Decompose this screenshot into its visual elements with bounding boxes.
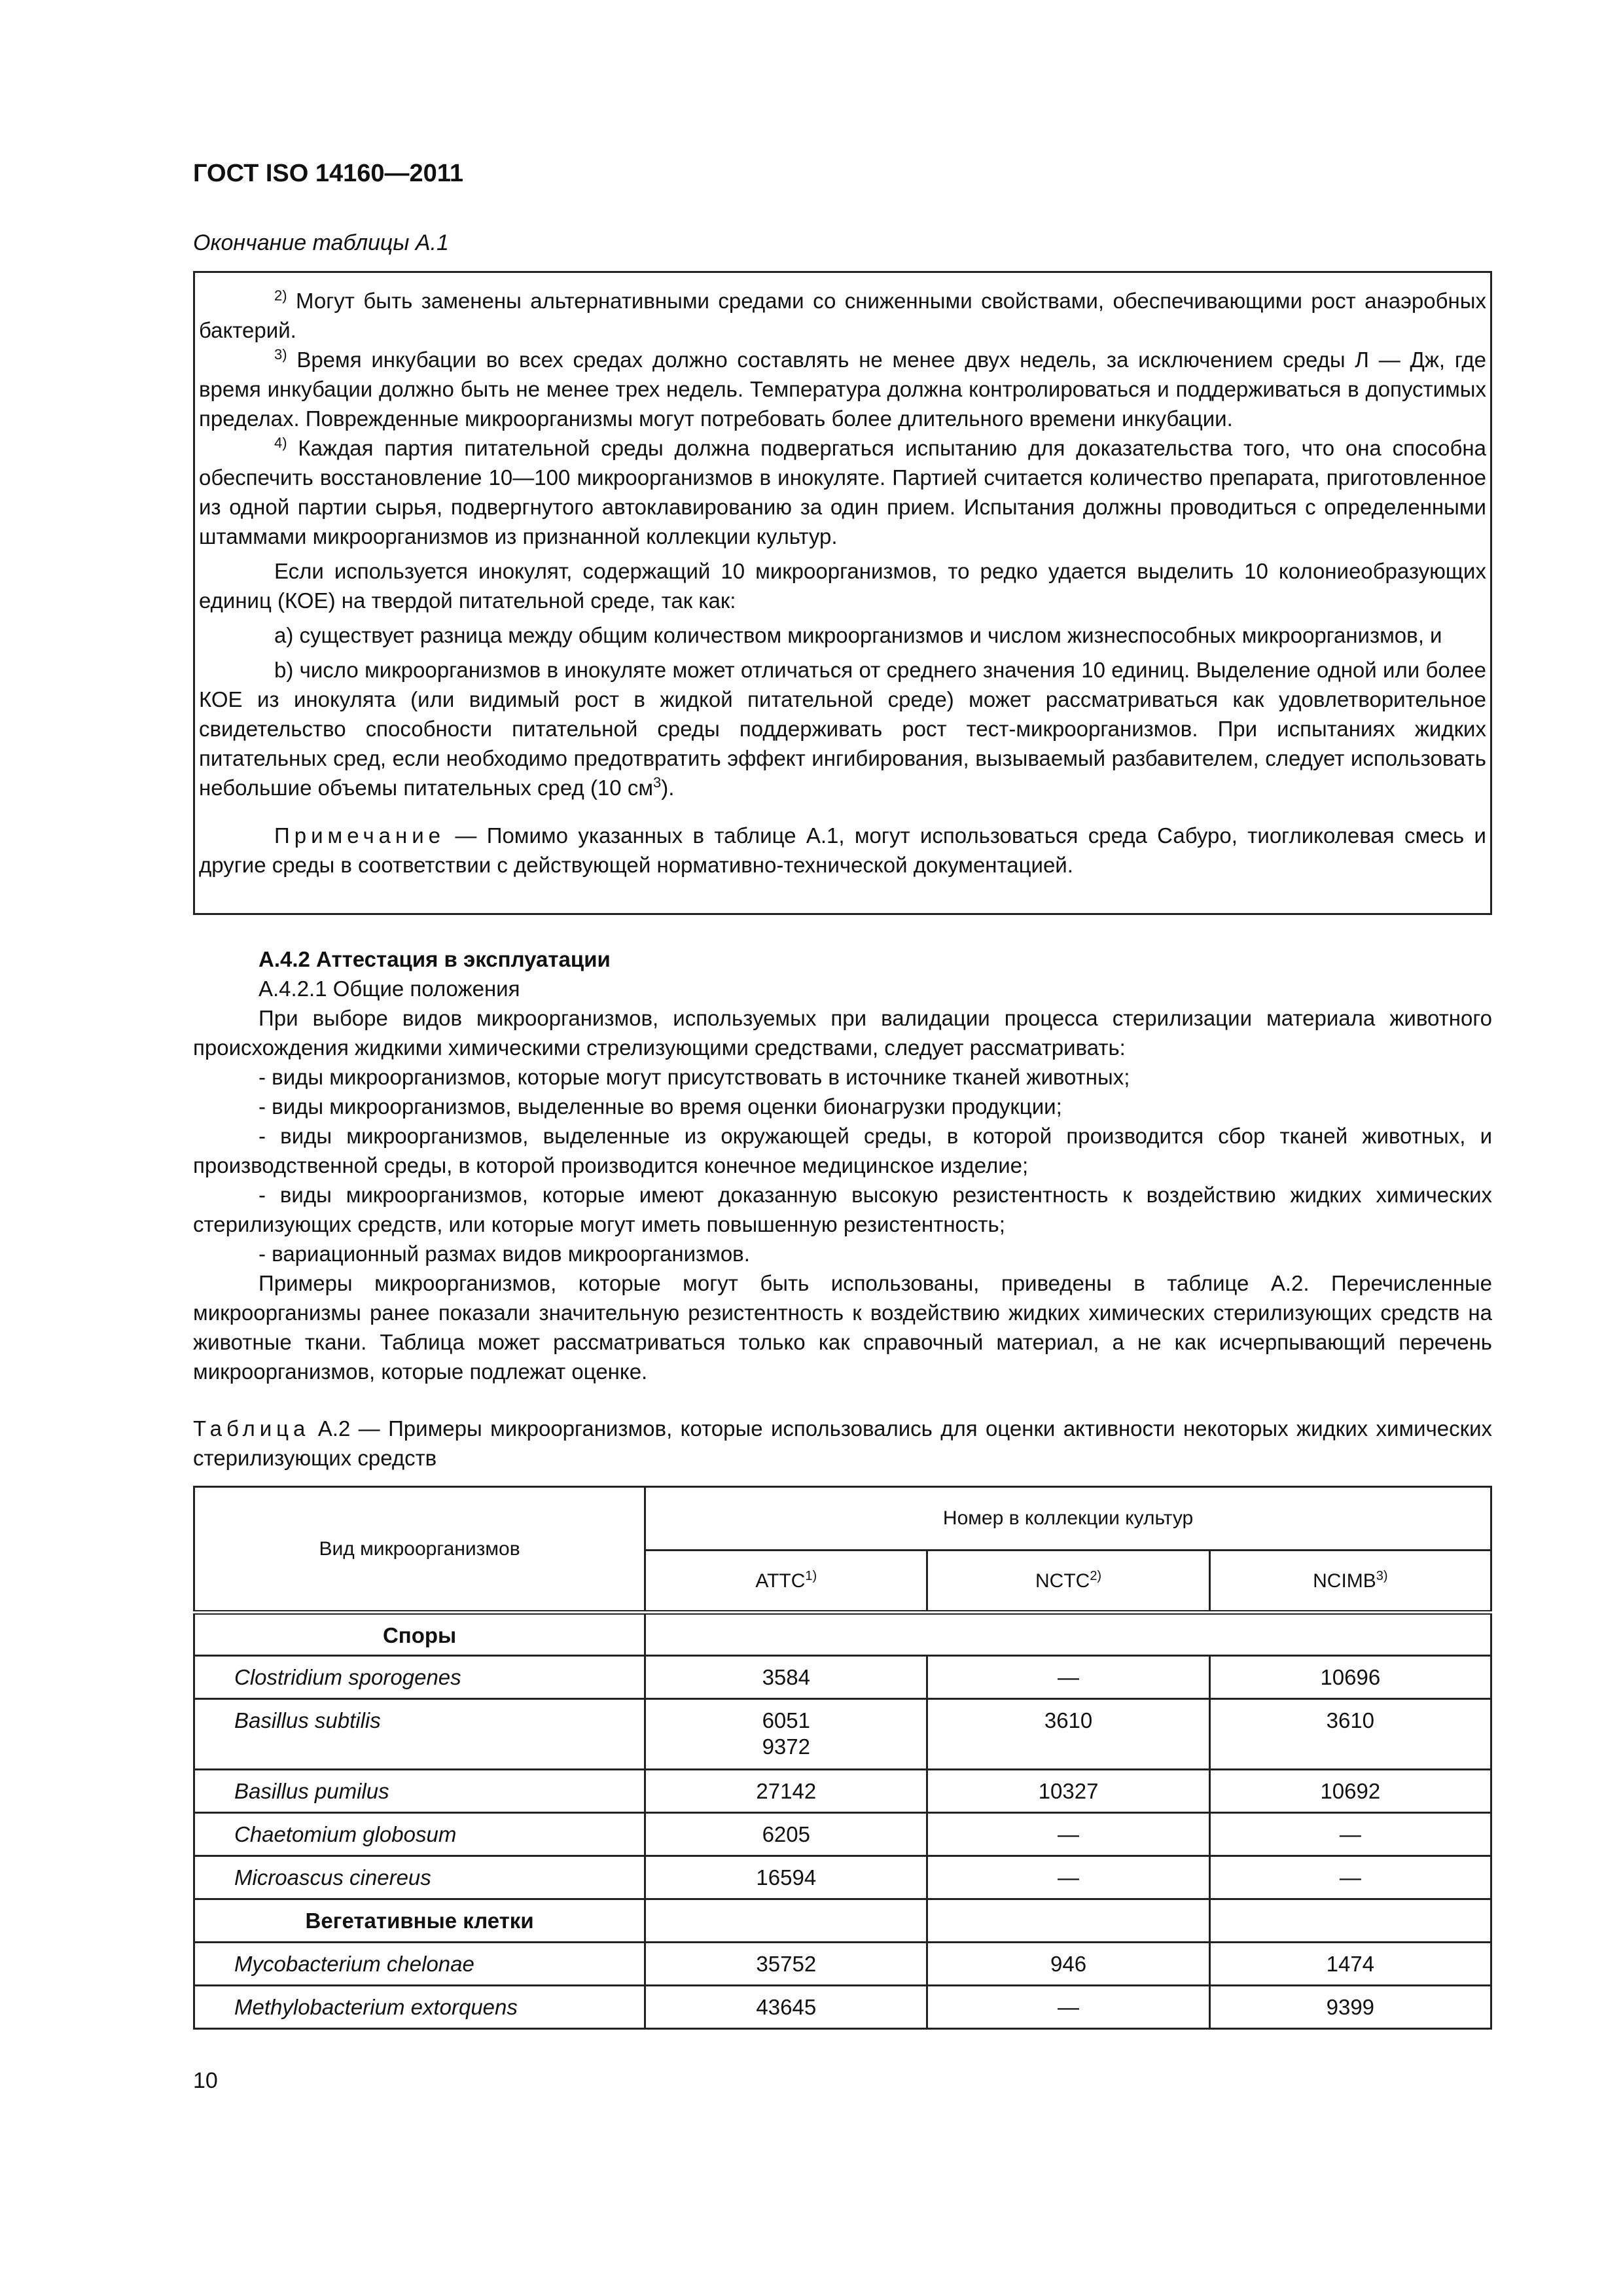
footnote-mark: 2) <box>274 287 287 304</box>
column-header-collection: Номер в коллекции культур <box>645 1487 1491 1551</box>
footnote-mark: 3) <box>274 346 287 363</box>
ncimb-cell: — <box>1209 1813 1491 1856</box>
table-footnotes-box <box>193 271 1492 915</box>
species-cell: Basillus subtilis <box>194 1699 645 1770</box>
microorganisms-table <box>193 1486 1492 2030</box>
footnote-4 <box>199 433 1486 551</box>
footnote-mark: 4) <box>274 435 287 451</box>
section-a42 <box>193 944 1492 1386</box>
inoculum-paragraph: Если используется инокулят, содержащий 10 микроорганизмов, то редко удается выделить 10 колониеобразующих единиц (КОЕ) на твердой питательной среде, так как: <box>199 559 1486 613</box>
document-code: ГОСТ ISO 14160—2011 <box>193 160 463 187</box>
footnote-text: Время инкубации во всех средах должно составлять не менее двух недель, за исключением среды Л — Дж, где время инкубации должно быть не менее трех недель. Температура должна контролироваться и поддерживаться в допустимых пределах. Поврежденные микроорганизмы могут потребовать более длительного времени инкубации. <box>199 348 1486 431</box>
ncimb-cell: 10692 <box>1209 1770 1491 1813</box>
table-row <box>194 1770 1491 1813</box>
nctc-cell: — <box>927 1856 1209 1899</box>
species-cell: Chaetomium globosum <box>194 1813 645 1856</box>
column-header-atcc <box>645 1551 927 1613</box>
atcc-cell: 6205 <box>645 1813 927 1856</box>
atcc-cell: 43645 <box>645 1986 927 2029</box>
table-row <box>194 1813 1491 1856</box>
footnote-2 <box>199 286 1486 345</box>
closing-paragraph: Примеры микроорганизмов, которые могут быть использованы, приведены в таблице А.2. Перечисленные микроорганизмы ранее показали значительную резистентность к воздействию жидких химических стерилизующих средств на животные ткани. Таблица может рассматриваться только как справочный материал, а не как исчерпывающий перечень микроорганизмов, которые подлежат оценке. <box>193 1271 1492 1384</box>
species-cell: Mycobacterium chelonae <box>194 1943 645 1986</box>
list-item-b <box>199 655 1486 802</box>
table-group-row <box>194 1899 1491 1943</box>
nctc-cell: 3610 <box>927 1699 1209 1770</box>
atcc-cell: 27142 <box>645 1770 927 1813</box>
ncimb-cell: 9399 <box>1209 1986 1491 2029</box>
note-text: — Помимо указанных в таблице А.1, могут использоваться среда Сабуро, тиогликолевая смесь и другие среды в соответствии с действующей нормативно-технической документацией. <box>199 823 1486 877</box>
table-continuation-label: Окончание таблицы А.1 <box>193 230 449 255</box>
list-item: - вариационный размах видов микроорганизмов. <box>259 1242 750 1266</box>
page-number: 10 <box>193 2068 218 2093</box>
unit-superscript: 3 <box>653 774 662 791</box>
footnote-mark: 1) <box>805 1569 817 1583</box>
atcc-cell: 3584 <box>645 1656 927 1699</box>
ncimb-cell: 1474 <box>1209 1943 1491 1986</box>
empty-cell <box>927 1899 1209 1943</box>
column-header-ncimb <box>1209 1551 1491 1613</box>
footnote-text: Каждая партия питательной среды должна подвергаться испытанию для доказательства того, что она способна обеспечить восстановление 10—100 микроорганизмов в инокуляте. Партией считается количество препарата, приготовленное из одной партии сырья, подвергнутого автоклавированию за один прием. Испытания должны проводиться с определенными штаммами микроорганизмов из признанной коллекции культур. <box>199 436 1486 548</box>
empty-cell <box>1209 1899 1491 1943</box>
list-item: - виды микроорганизмов, которые имеют доказанную высокую резистентность к воздействию жидких химических стерилизующих средств, или которые могут иметь повышенную резистентность; <box>193 1183 1492 1236</box>
list-item-b-text: b) число микроорганизмов в инокуляте может отличаться от среднего значения 10 единиц. Выделение одной или более КОЕ из инокулята (или видимый рост в жидкой питательной среде) может рассматриваться как удовлетворительное свидетельство способности питательной среды поддерживать рост тест-микроорганизмов. При испытаниях жидких питательных сред, если необходимо предотвратить эффект ингибирования, вызываемый разбавителем, следует использовать небольшие объемы питательных сред (10 см <box>199 658 1486 800</box>
table-caption-text: А.2 — Примеры микроорганизмов, которые использовались для оценки активности некоторых жидких химических стерилизующих средств <box>193 1416 1492 1470</box>
species-cell: Basillus pumilus <box>194 1770 645 1813</box>
table-caption <box>193 1414 1492 1473</box>
list-item: - виды микроорганизмов, которые могут присутствовать в источнике тканей животных; <box>259 1065 1130 1089</box>
empty-cell <box>645 1899 927 1943</box>
table-caption-label: Таблица <box>193 1416 310 1441</box>
nctc-cell: 946 <box>927 1943 1209 1986</box>
group-label-spores: Споры <box>194 1613 645 1656</box>
column-header-nctc <box>927 1551 1209 1613</box>
note-label: Примечание <box>274 823 446 848</box>
list-item: - виды микроорганизмов, выделенные во время оценки бионагрузки продукции; <box>259 1094 1062 1119</box>
ncimb-cell: — <box>1209 1856 1491 1899</box>
footnote-text: Могут быть заменены альтернативными средами со сниженными свойствами, обеспечивающими рост анаэробных бактерий. <box>199 289 1486 342</box>
nctc-cell: 10327 <box>927 1770 1209 1813</box>
nctc-cell: — <box>927 1813 1209 1856</box>
species-cell: Microascus cinereus <box>194 1856 645 1899</box>
ncimb-cell: 10696 <box>1209 1656 1491 1699</box>
species-cell: Clostridium sporogenes <box>194 1656 645 1699</box>
ncimb-cell: 3610 <box>1209 1699 1491 1770</box>
section-heading: А.4.2 Аттестация в эксплуатации <box>259 947 611 971</box>
table-row <box>194 1856 1491 1899</box>
atcc-cell: 6051 9372 <box>645 1699 927 1770</box>
list-item-a: a) существует разница между общим количеством микроорганизмов и числом жизнеспособных микроорганизмов, и <box>274 623 1442 647</box>
list-item-b-end: ). <box>661 776 675 800</box>
column-header-label: NCTC <box>1035 1570 1090 1592</box>
column-header-label: NCIMB <box>1313 1570 1376 1592</box>
subsection-heading: А.4.2.1 Общие положения <box>259 977 520 1001</box>
species-cell: Methylobacterium extorquens <box>194 1986 645 2029</box>
table-row <box>194 1986 1491 2029</box>
table-row <box>194 1699 1491 1770</box>
column-header-label: АТТС <box>755 1570 806 1592</box>
footnote-3 <box>199 345 1486 433</box>
nctc-cell: — <box>927 1986 1209 2029</box>
note-paragraph <box>199 821 1486 880</box>
footnote-mark: 2) <box>1090 1569 1102 1583</box>
table-row <box>194 1656 1491 1699</box>
atcc-cell: 16594 <box>645 1856 927 1899</box>
list-item: - виды микроорганизмов, выделенные из окружающей среды, в которой производится сбор тканей животных, и производственной среды, в которой производится конечное медицинское изделие; <box>193 1124 1492 1177</box>
intro-paragraph: При выборе видов микроорганизмов, используемых при валидации процесса стерилизации материала животного происхождения жидкими химическими стрелизующими средствами, следует рассматривать: <box>193 1006 1492 1060</box>
atcc-cell: 35752 <box>645 1943 927 1986</box>
group-label-vegetative: Вегетативные клетки <box>194 1899 645 1943</box>
nctc-cell: — <box>927 1656 1209 1699</box>
column-header-species: Вид микроорганизмов <box>194 1487 645 1613</box>
empty-cell <box>645 1613 1491 1656</box>
footnote-mark: 3) <box>1376 1569 1388 1583</box>
table-group-row <box>194 1613 1491 1656</box>
table-row <box>194 1943 1491 1986</box>
